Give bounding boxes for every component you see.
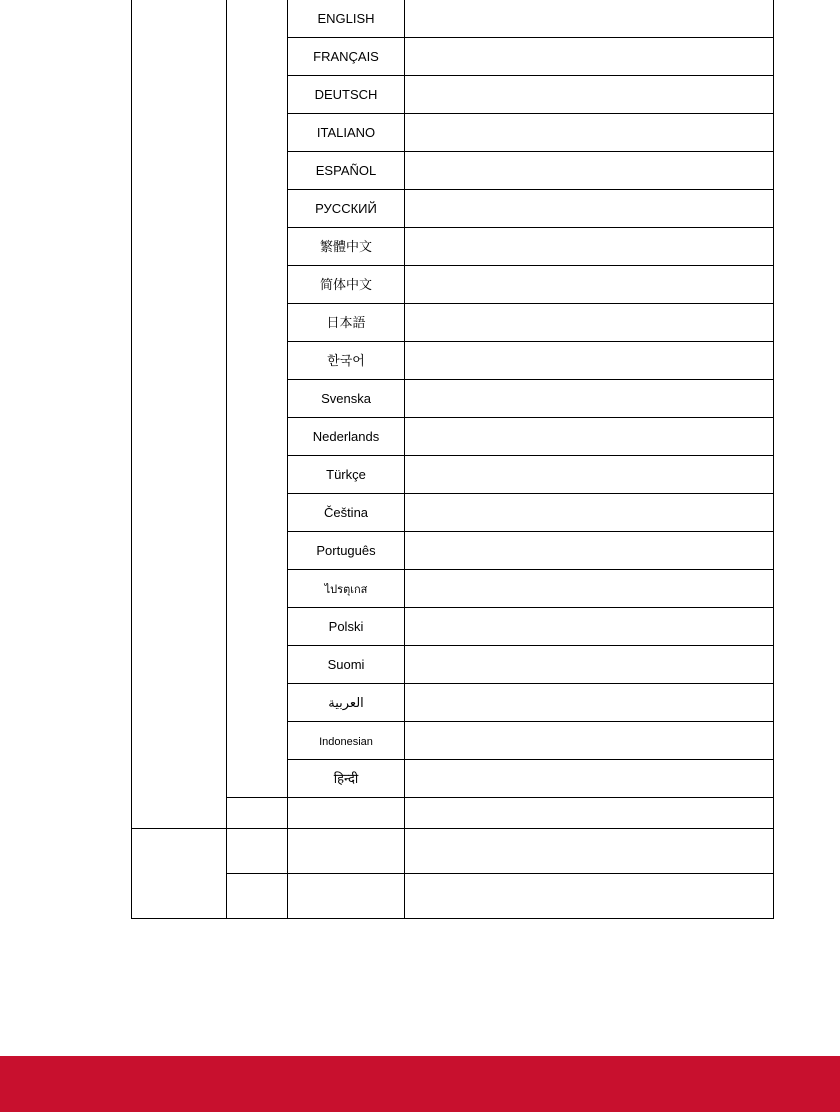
description-cell xyxy=(405,494,774,532)
language-label: DEUTSCH xyxy=(314,87,378,102)
language-option-thai xyxy=(288,570,405,608)
language-option-cestina xyxy=(288,494,405,532)
language-label: Türkçe xyxy=(326,467,366,482)
description-cell xyxy=(405,418,774,456)
description-cell xyxy=(405,0,774,38)
description-cell xyxy=(405,38,774,76)
footer-bar xyxy=(0,1056,840,1112)
language-label: Português xyxy=(316,543,376,558)
language-option-svenska xyxy=(288,380,405,418)
language-label: Polski xyxy=(328,619,364,634)
description-cell xyxy=(405,760,774,798)
description-cell xyxy=(405,608,774,646)
language-option-espanol xyxy=(288,152,405,190)
submenu-cell xyxy=(227,829,288,874)
language-label: Čeština xyxy=(323,505,369,520)
language-label: ESPAÑOL xyxy=(315,163,377,178)
osd-menu-table xyxy=(131,0,774,919)
option-cell xyxy=(288,798,405,829)
language-option-traditional-chinese xyxy=(288,228,405,266)
language-option-korean xyxy=(288,342,405,380)
language-option-russian xyxy=(288,190,405,228)
language-option-italiano xyxy=(288,114,405,152)
language-label: 繁體中文 xyxy=(319,239,372,254)
table-row xyxy=(132,874,774,919)
description-cell xyxy=(405,646,774,684)
description-cell xyxy=(405,266,774,304)
description-cell xyxy=(405,342,774,380)
option-cell xyxy=(288,829,405,874)
language-option-francais xyxy=(288,38,405,76)
description-cell xyxy=(405,304,774,342)
language-option-deutsch xyxy=(288,76,405,114)
table-row xyxy=(132,829,774,874)
main-menu-cell xyxy=(132,829,227,919)
language-label: ไปรตุเกส xyxy=(324,583,368,596)
description-cell xyxy=(405,152,774,190)
language-label: العربية xyxy=(328,695,364,710)
language-option-nederlands xyxy=(288,418,405,456)
language-label: FRANÇAIS xyxy=(313,49,379,64)
language-label: 简体中文 xyxy=(319,277,372,292)
main-menu-cell xyxy=(132,0,227,829)
language-option-hindi xyxy=(288,760,405,798)
description-cell xyxy=(405,722,774,760)
description-cell xyxy=(405,874,774,919)
description-cell xyxy=(405,684,774,722)
description-cell xyxy=(405,829,774,874)
language-label: ITALIANO xyxy=(316,125,376,140)
description-cell xyxy=(405,114,774,152)
language-label: Nederlands xyxy=(312,429,380,444)
language-option-suomi xyxy=(288,646,405,684)
language-label: 日本語 xyxy=(326,315,366,330)
submenu-cell xyxy=(227,798,288,829)
option-cell xyxy=(288,874,405,919)
language-label: Svenska xyxy=(321,391,371,406)
language-option-turkce xyxy=(288,456,405,494)
description-cell xyxy=(405,532,774,570)
language-option-portugues xyxy=(288,532,405,570)
table-row xyxy=(132,0,774,38)
submenu-cell xyxy=(227,874,288,919)
language-label: Suomi xyxy=(327,657,365,672)
language-option-japanese xyxy=(288,304,405,342)
language-option-english xyxy=(288,0,405,38)
description-cell xyxy=(405,190,774,228)
table-row xyxy=(132,798,774,829)
language-label: Indonesian xyxy=(319,735,373,748)
language-option-indonesian xyxy=(288,722,405,760)
description-cell xyxy=(405,570,774,608)
language-option-simplified-chinese xyxy=(288,266,405,304)
language-label: 한국어 xyxy=(327,353,365,368)
description-cell xyxy=(405,798,774,829)
language-option-arabic xyxy=(288,684,405,722)
language-label: ENGLISH xyxy=(317,11,375,26)
language-label: हिन्दी xyxy=(333,771,359,786)
description-cell xyxy=(405,228,774,266)
description-cell xyxy=(405,380,774,418)
language-option-polski xyxy=(288,608,405,646)
language-label: РУССКИЙ xyxy=(315,201,377,216)
description-cell xyxy=(405,76,774,114)
submenu-cell xyxy=(227,0,288,798)
description-cell xyxy=(405,456,774,494)
